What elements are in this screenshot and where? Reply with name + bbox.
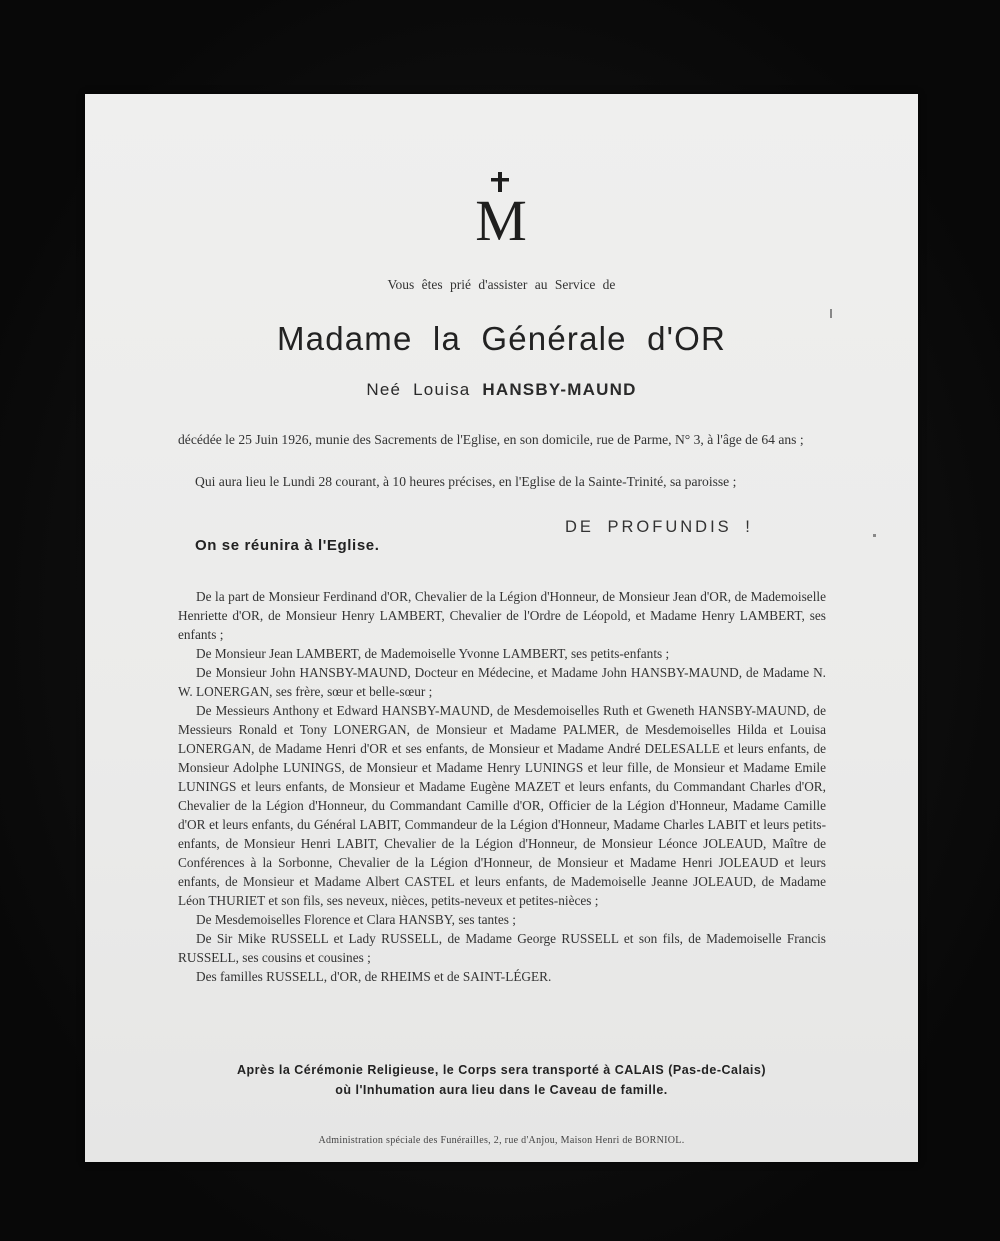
funeral-notice-card	[85, 94, 918, 1162]
family-paragraph: De Monsieur Jean LAMBERT, de Mademoiselle Yvonne LAMBERT, ses petits-enfants ;	[196, 646, 670, 661]
funeral-administration: Administration spéciale des Funérailles, 2, rue d'Anjou, Maison Henri de BORNIOL.	[318, 1135, 685, 1146]
family-list	[178, 587, 826, 986]
death-details: décédée le 25 Juin 1926, munie des Sacrements de l'Eglise, en son domicile, rue de Parme, N° 3, à l'âge de 64 ans ;	[178, 432, 804, 447]
family-paragraph: De Mesdemoiselles Florence et Clara HANSBY, ses tantes ;	[196, 912, 516, 927]
burial-note	[85, 1060, 918, 1100]
family-paragraph: De Messieurs Anthony et Edward HANSBY-MAUND, de Mesdemoiselles Ruth et Gweneth HANSBY-MAUND, de Messieurs Ronald et Tony LONERGAN, de Monsieur et Madame PALMER, de Mesdemoiselles Hilda et Louisa LONERGAN, de Madame Henri d'OR et ses enfants, de Monsieur et Madame André DELESALLE et leurs enfants, de Monsieur Adolphe LUNINGS, de Monsieur et Madame Henry LUNINGS et leur fille, de Monsieur et Madame Emile LUNINGS et leurs enfants, de Monsieur et Madame Eugène MAZET et leurs enfants, du Commandant Charles d'OR, Chevalier de la Légion d'Honneur, du Commandant Camille d'OR, Officier de la Légion d'Honneur, Madame Camille d'OR et leurs enfants, du Général LABIT, Commandeur de la Légion d'Honneur, Madame Charles LABIT et leurs petits-enfants, de Monsieur Henri LABIT, Chevalier de la Légion d'Honneur, de Monsieur Léonce JOLEAUD, Maître de Conférences à la Sorbonne, Chevalier de la Légion d'Honneur, de Monsieur et Madame Henri JOLEAUD et leurs enfants, de Monsieur et Madame Albert CASTEL et leurs enfants, de Mademoiselle Jeanne JOLEAUD, de Madame Léon THURIET et son fils, ses neveux, nièces, petits-neveux et petites-nièces ;	[178, 703, 826, 908]
family-paragraph: Des familles RUSSELL, d'OR, de RHEIMS et de SAINT-LÉGER.	[196, 969, 552, 984]
gathering-note: On se réunira à l'Eglise.	[195, 537, 380, 554]
maiden-surname: HANSBY-MAUND	[482, 380, 637, 399]
maiden-name	[85, 380, 918, 400]
cross-monogram-icon	[465, 172, 537, 246]
family-paragraph: De Sir Mike RUSSELL et Lady RUSSELL, de Madame George RUSSELL et son fils, de Mademoiselle Francis RUSSELL, ses cousins et cousines ;	[178, 931, 826, 965]
paper-speck	[830, 309, 832, 318]
maiden-name-prefix: Neé Louisa	[366, 380, 471, 399]
burial-note-line1: Après la Cérémonie Religieuse, le Corps sera transporté à CALAIS (Pas-de-Calais)	[236, 1063, 767, 1077]
family-paragraph: De la part de Monsieur Ferdinand d'OR, Chevalier de la Légion d'Honneur, de Monsieur Jean d'OR, de Mademoiselle Henriette d'OR, de Monsieur Henry LAMBERT, Chevalier de l'Ordre de Léopold, et Madame Henry LAMBERT, ses enfants ;	[178, 589, 826, 642]
family-paragraph: De Monsieur John HANSBY-MAUND, Docteur en Médecine, et Madame John HANSBY-MAUND, de Madame N. W. LONERGAN, ses frère, sœur et belle-sœur ;	[178, 665, 826, 699]
de-profundis: DE PROFUNDIS !	[565, 518, 753, 536]
invitation-line: Vous êtes prié d'assister au Service de	[387, 277, 616, 292]
service-details: Qui aura lieu le Lundi 28 courant, à 10 heures précises, en l'Eglise de la Sainte-Trinité, sa paroisse ;	[195, 474, 737, 489]
deceased-name: Madame la Générale d'OR	[276, 320, 727, 357]
burial-note-line2: où l'Inhumation aura lieu dans le Caveau de famille.	[335, 1083, 668, 1097]
monogram-letter: M	[475, 188, 527, 246]
paper-speck	[873, 534, 876, 537]
